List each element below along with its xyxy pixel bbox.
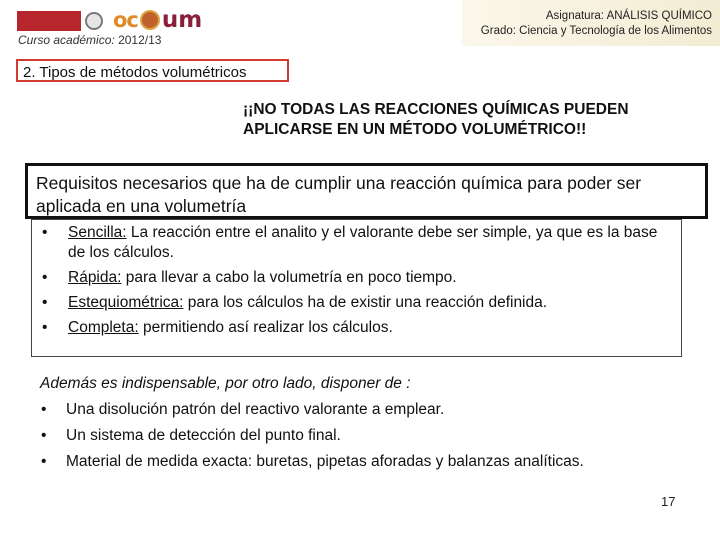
extra-intro: Además es indispensable, por otro lado, disponer de : (40, 375, 411, 392)
requirement-text: permitiendo así realizar los cálculos. (138, 319, 393, 336)
bullet-icon: • (41, 453, 47, 470)
requirement-term: Completa: (68, 319, 139, 336)
extra-item-text: Una disolución patrón del reactivo valorante a emplear. (66, 401, 445, 418)
bullet-icon: • (42, 269, 48, 286)
header-info-band (462, 0, 720, 46)
academic-year-label: Curso académico: (18, 33, 115, 47)
extra-item-text: Material de medida exacta: buretas, pipetas aforadas y balanzas analíticas. (66, 453, 584, 470)
requirement-term: Rápida: (68, 269, 122, 286)
degree-text: Grado: Ciencia y Tecnología de los Alimentos (480, 25, 712, 37)
bullet-icon: • (41, 427, 47, 444)
ocum-badge-icon (140, 10, 160, 30)
extra-list (40, 400, 700, 478)
requirement-term: Sencilla: (68, 224, 127, 241)
requirement-text: para llevar a cabo la volumetría en poco tiempo. (121, 269, 457, 286)
bullet-icon: • (42, 224, 48, 241)
bullet-icon: • (42, 319, 48, 336)
list-item (40, 452, 700, 472)
warning-text: ¡¡NO TODAS LAS REACCIONES QUÍMICAS PUEDEN APLICARSE EN UN MÉTODO VOLUMÉTRICO!! (243, 101, 629, 138)
list-item (32, 223, 671, 263)
list-item (40, 426, 700, 446)
ocum-logo (113, 7, 202, 33)
page-number: 17 (661, 494, 676, 509)
list-item (32, 293, 671, 313)
requirements-list (32, 223, 671, 338)
list-item (40, 400, 700, 420)
ocum-logo-oc: oc (113, 8, 138, 32)
list-item (32, 318, 671, 338)
requirements-heading: Requisitos necesarios que ha de cumplir una reacción química para poder ser aplicada en una volumetría (25, 163, 708, 219)
requirement-text: para los cálculos ha de existir una reacción definida. (183, 294, 548, 311)
bullet-icon: • (41, 401, 47, 418)
ocum-logo-um: um (161, 7, 203, 33)
requirement-text: La reacción entre el analito y el valorante debe ser simple, ya que es la base de los cálculos. (68, 224, 658, 261)
list-item (32, 268, 671, 288)
section-title: 2. Tipos de métodos volumétricos (16, 59, 289, 82)
academic-year (18, 33, 161, 47)
university-logo-block (17, 11, 81, 31)
extra-item-text: Un sistema de detección del punto final. (66, 427, 341, 444)
university-logo (17, 10, 103, 32)
bullet-icon: • (42, 294, 48, 311)
subject-text: Asignatura: ANÁLISIS QUÍMICO (545, 10, 712, 22)
requirements-box (31, 219, 682, 357)
academic-year-value: 2012/13 (118, 33, 162, 47)
requirement-term: Estequiométrica: (68, 294, 184, 311)
university-crest-icon (85, 12, 103, 30)
